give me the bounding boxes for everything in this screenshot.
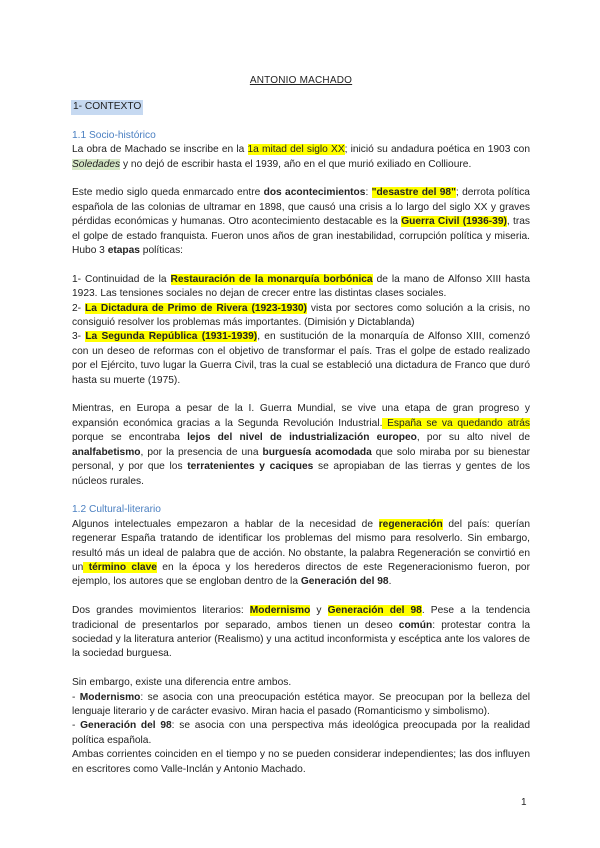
list-item-generacion-98: - Generación del 98: se asocia con una perspectiva más ideológica preocupada por la realidad política española. <box>72 720 530 746</box>
subheading-socio-historico: 1.1 Socio-histórico <box>72 129 156 141</box>
page-title: ANTONIO MACHADO <box>249 75 353 86</box>
page-content <box>72 74 530 777</box>
list-item-modernismo: - Modernismo: se asocia con una preocupación estética mayor. Se preocupan por la belleza del lenguaje literario y de carácter evasivo. Miran hacia el pasado (Romanticismo y simbolismo). <box>72 691 530 717</box>
section-heading-contexto: 1- CONTEXTO <box>71 100 143 114</box>
paragraph-conclusion: Ambas corrientes coinciden en el tiempo y no se pueden considerar independientes; las dos influyen en escritores como Valle-Inclán y Antonio Machado. <box>72 749 530 775</box>
list-item-etapa-3: 3- La Segunda República (1931-1939), en sustitución de la monarquía de Alfonso XIII, comenzó con un deseo de reformas con el objetivo de transformar el país. Tras el golpe de estado realizado por el Ejército, tuvo lugar la Guerra Civil, tras la cual se estableció una dictadura de Franco que duró hasta su muerte (1975). <box>72 331 530 386</box>
paragraph-movimientos: Dos grandes movimientos literarios: Modernismo y Generación del 98. Pese a la tendencia tradicional de presentarlos por separado, ambos tienen un deseo común: protestar contra la sociedad y la literatura anterior (Realismo) y una actitud inconformista y escéptica ante los valores de la sociedad burguesa. <box>72 605 530 660</box>
paragraph-diferencia: Sin embargo, existe una diferencia entre ambos. <box>72 677 292 689</box>
paragraph-regeneracion: Algunos intelectuales empezaron a hablar de la necesidad de regeneración del país: querían regenerar España tratando de identificar los problemas del mismo para resolverlo. Sin embargo, resultó más un ideal de palabra que de acción. No obstante, la palabra Regeneración se convirtió en un término clave en la época y los herederos directos de este Regeneracionismo fueron, por ejemplo, los autores que se engloban dentro de la Generación del 98. <box>72 518 530 588</box>
page-number: 1 <box>521 797 527 808</box>
paragraph-intro: La obra de Machado se inscribe en la 1a mitad del siglo XX; inició su andadura poética en 1903 con Soledades y no dejó de escribir hasta el 1939, año en el que murió exiliado en Collioure. <box>72 144 530 170</box>
list-item-etapa-2: 2- La Dictadura de Primo de Rivera (1923-1930) vista por sectores como solución a la crisis, no consiguió resolver los problemas más importantes. (Dimisión y Dictablanda) <box>72 302 531 329</box>
list-item-etapa-1: 1- Continuidad de la Restauración de la monarquía borbónica de la mano de Alfonso XIII hasta 1923. Las tensiones sociales no dejan de crecer entre las distintas clases sociales. <box>72 273 531 300</box>
paragraph-europa: Mientras, en Europa a pesar de la I. Guerra Mundial, se vive una etapa de gran progreso y expansión económica gracias a la Segunda Revolución Industrial. España se va quedando atrás porque se encontraba lejos del nivel de industrialización europeo, por su alto nivel de analfabetismo, por la presencia de una burguesía acomodada que solo miraba por su bienestar personal, y por que los terratenientes y caciques se apropiaban de las tierras y gentes de los núcleos rurales. <box>72 403 531 487</box>
paragraph-acontecimientos: Este medio siglo queda enmarcado entre dos acontecimientos: "desastre del 98"; derrota política española de las colonias de ultramar en 1898, que causó una crisis a lo largo del siglo XX y graves pérdidas económicas y humanas. Otro acontecimiento destacable es la Guerra Civil (1936-39), tras el golpe de estado franquista. Fueron unos años de gran inestabilidad, corrupción política y miseria. Hubo 3 etapas políticas: <box>72 187 530 257</box>
subheading-cultural-literario: 1.2 Cultural-literario <box>72 504 161 516</box>
